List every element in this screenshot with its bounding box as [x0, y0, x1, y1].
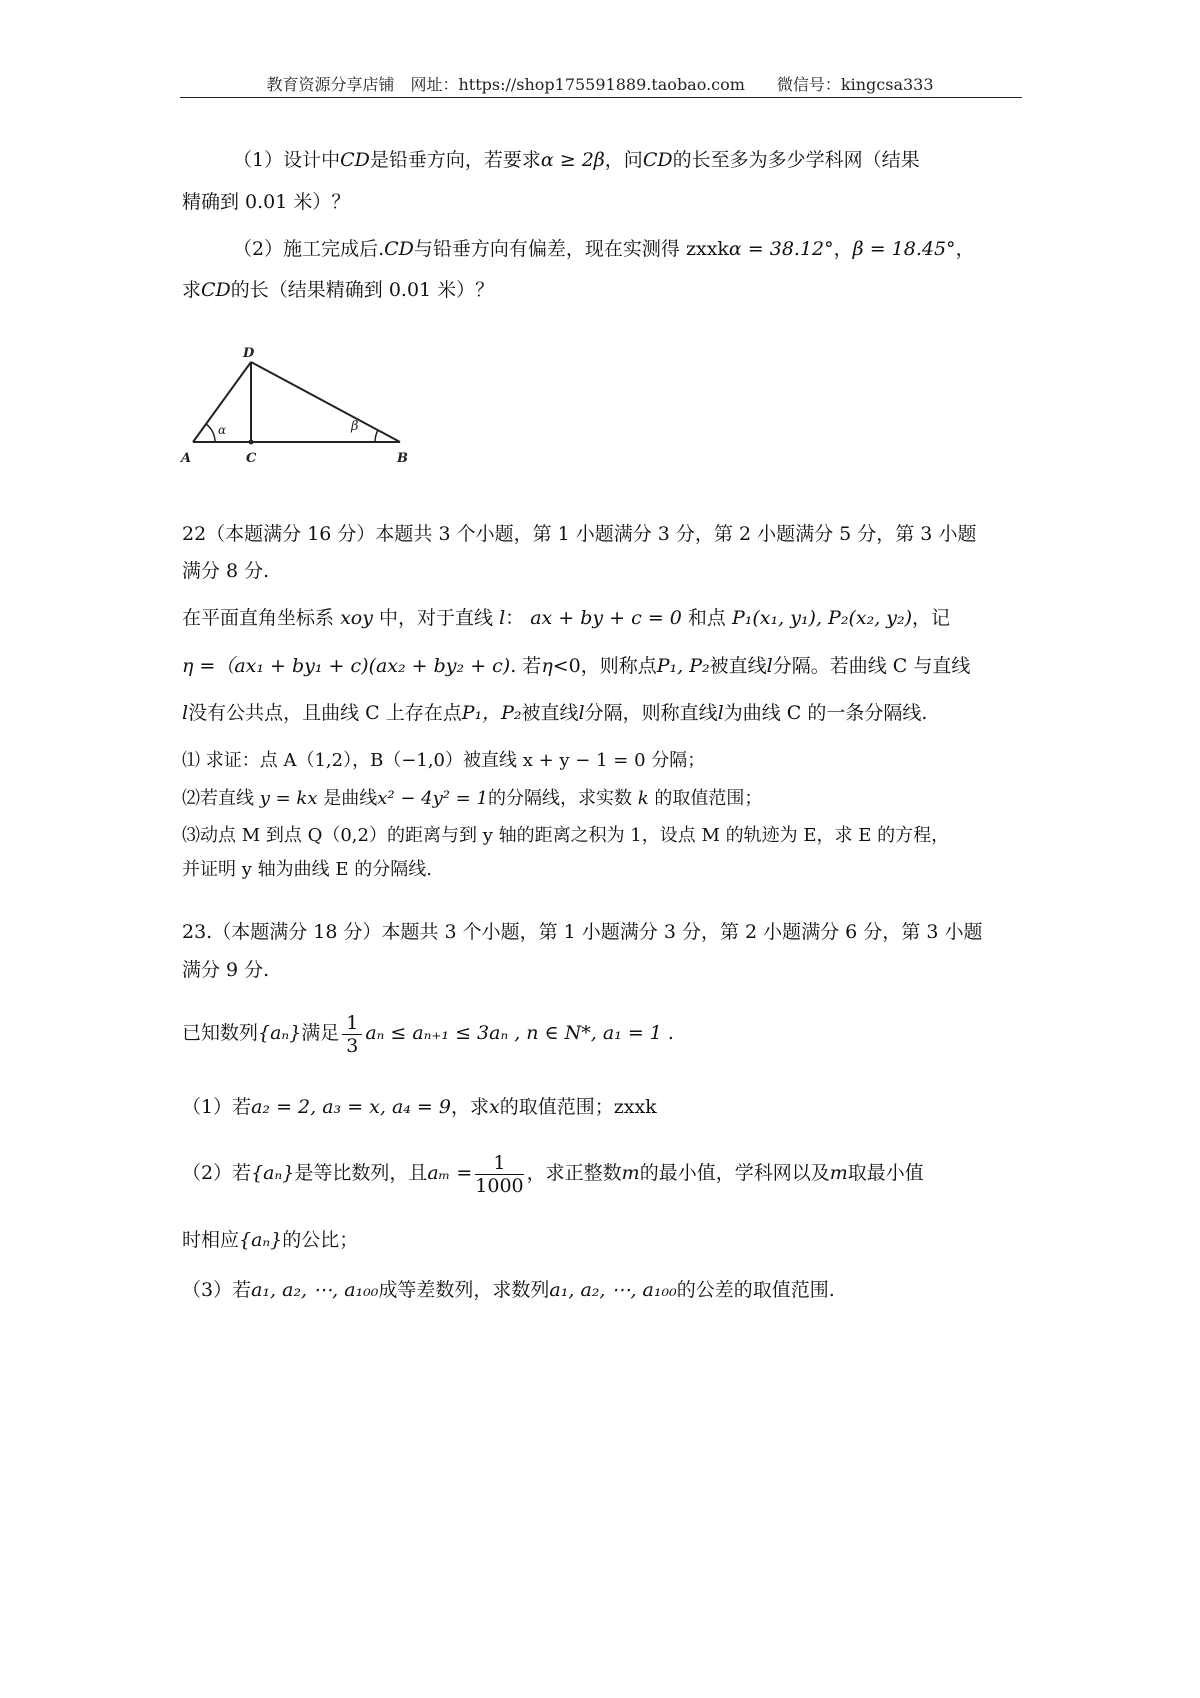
q22-definition-line3: l没有公共点，且曲线 C 上存在点P₁，P₂被直线l分隔，则称直线l为曲线 C 的一条分隔线.: [182, 702, 928, 724]
q21-part2-line1: （2）施工完成后.CD与铅垂方向有偏差，现在实测得 zxxkα = 38.12°，β = 18.45°，: [233, 238, 975, 260]
figure-label-a: A: [181, 451, 192, 466]
page-header: 教育资源分享店铺 网址：https://shop175591889.taobao.com 微信号：kingcsa333: [266, 75, 934, 94]
figure-label-c: C: [246, 451, 257, 466]
q23-given: 已知数列{aₙ}满足 $\frac{1}{3}$ aₙ ≤ aₙ₊₁ ≤ 3aₙ , n ∈ N*, a₁ = 1 .: [182, 1011, 674, 1057]
q22-subq2: ⑵若直线 y = kx 是曲线x² − 4y² = 1的分隔线，求实数 k 的取值范围；: [182, 788, 763, 809]
triangle-figure: [181, 340, 435, 466]
figure-label-beta: β: [351, 419, 359, 434]
q22-subq3-line1: ⑶动点 M 到点 Q（0,2）的距离与到 y 轴的距离之积为 1，设点 M 的轨迹为 E，求 E 的方程，: [182, 825, 950, 846]
figure-label-b: B: [397, 451, 408, 466]
q23-given-fraction: $\frac{1}{3}$: [342, 1012, 362, 1057]
q21-part1-line1: （1）设计中CD是铅垂方向，若要求α ≥ 2β，问CD的长至多为多少学科网（结果: [233, 149, 920, 171]
q22-definition-line2: η =（ax₁ + by₁ + c)(ax₂ + by₂ + c). 若η<0，则称点P₁, P₂被直线l分隔。若曲线 C 与直线: [182, 655, 971, 677]
q22-title-line1: 22（本题满分 16 分）本题共 3 个小题，第 1 小题满分 3 分，第 2 小题满分 5 分，第 3 小题: [182, 523, 977, 545]
q21-part1-line2: 精确到 0.01 米）？: [182, 191, 351, 213]
q23-title-line1: 23.（本题满分 18 分）本题共 3 个小题，第 1 小题满分 3 分，第 2 小题满分 6 分，第 3 小题: [182, 921, 983, 943]
header-rule: [180, 97, 1022, 98]
q22-subq3-line2: 并证明 y 轴为曲线 E 的分隔线.: [182, 859, 432, 880]
q22-title-line2: 满分 8 分.: [182, 560, 270, 582]
q21-part2-line2: 求CD的长（结果精确到 0.01 米）？: [182, 279, 495, 301]
q23-title-line2: 满分 9 分.: [182, 959, 270, 981]
q23-part2-fraction: $\frac{1}{1000}$: [475, 1151, 524, 1197]
q23-part2-line2: 时相应{aₙ}的公比；: [182, 1229, 359, 1251]
figure-label-alpha: α: [218, 423, 227, 437]
q23-part3: （3）若a₁, a₂, ⋯, a₁₀₀成等差数列，求数列a₁, a₂, ⋯, a₁₀₀的公差的取值范围.: [182, 1279, 835, 1301]
figure-label-d: D: [243, 346, 255, 361]
q23-part2-line1: （2）若{aₙ}是等比数列，且aₘ = $\frac{1}{1000}$ ，求正整数m的最小值，学科网以及m取最小值: [182, 1151, 924, 1197]
q23-part1: （1）若a₂ = 2, a₃ = x, a₄ = 9，求x的取值范围；zxxk: [182, 1096, 657, 1118]
q22-definition-line1: 在平面直角坐标系 xoy 中，对于直线 l： ax + by + c = 0 和点 P₁(x₁, y₁), P₂(x₂, y₂)，记: [182, 607, 951, 629]
q22-subq1: ⑴ 求证：点 A（1,2），B（−1,0）被直线 x + y − 1 = 0 分隔；: [182, 750, 706, 771]
